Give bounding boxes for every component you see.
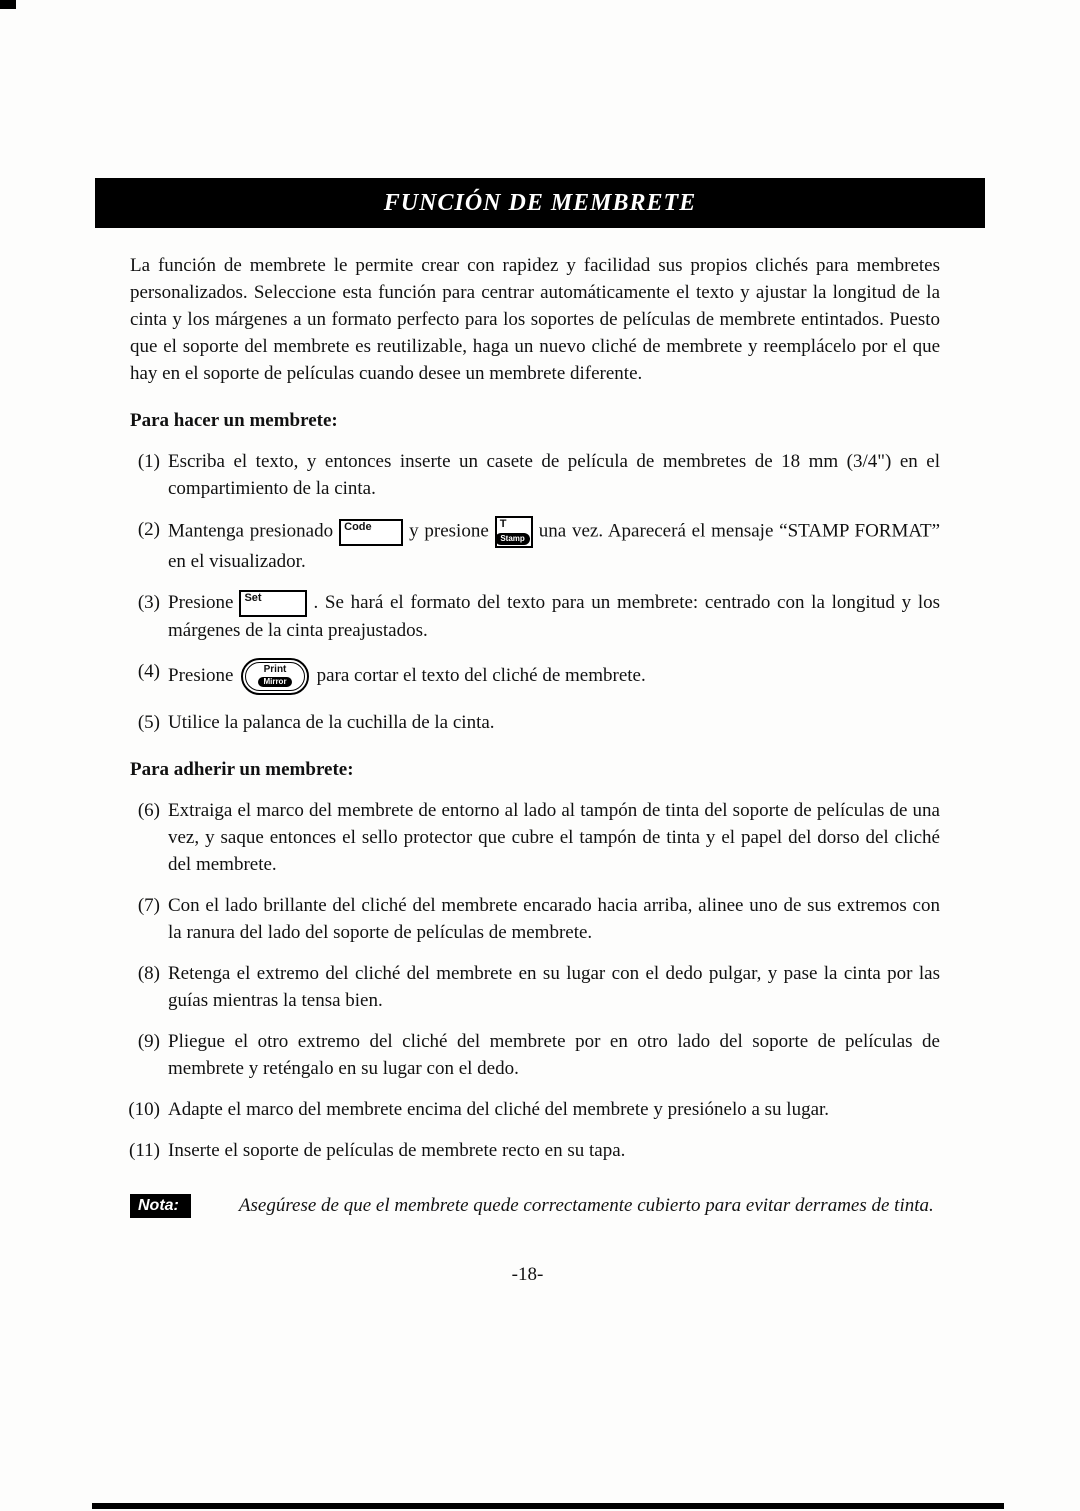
step-number: (4): [137, 661, 160, 683]
step-2: [115, 516, 940, 575]
set-key-icon: [239, 590, 307, 617]
set-key-label: Set: [244, 592, 262, 605]
step-5: [115, 709, 940, 736]
step-text: Pliegue el otro extremo del cliché del membrete por en otro lado del soporte de películas de membrete y reténgalo en su lugar con el dedo.: [168, 1031, 940, 1080]
step-number: (6): [137, 800, 160, 822]
step-text-segment: Presione: [168, 592, 234, 613]
scan-artifact-bottom: [92, 1503, 1004, 1509]
step-number: (7): [137, 895, 160, 917]
step-text: Inserte el soporte de películas de membrete recto en su tapa.: [168, 1140, 626, 1162]
note-text: Asegúrese de que el membrete quede correctamente cubierto para evitar derrames de tinta.: [238, 1195, 934, 1217]
section-header-bar: [95, 178, 985, 228]
step-number: (5): [137, 712, 160, 734]
step-text: [168, 658, 940, 695]
step-number: (11): [129, 1140, 160, 1162]
section-title: FUNCIÓN DE MEMBRETE: [383, 189, 697, 216]
step-text-segment: una vez. Aparecerá el mensaje “STAMP FORMAT” en el visualizador.: [168, 520, 941, 572]
stamp-key-icon: [495, 516, 533, 548]
step-6: [115, 797, 940, 878]
step-9: [115, 1028, 940, 1082]
note-badge: Nota:: [130, 1194, 191, 1218]
step-11: [115, 1137, 940, 1164]
intro-paragraph: La función de membrete le permite crear con rapidez y facilidad sus propios clichés para membretes personalizados. Seleccione esta función para centrar automáticamente el texto y ajustar la longitud de la cinta y los márgenes a un formato perfecto para los soportes de películas de membrete entintados. Puesto que el soporte del membrete es reutilizable, haga un nuevo cliché de membrete y reemplácelo por el que hay en el soporte de películas cuando desee un membrete diferente.: [130, 255, 940, 384]
step-number: (8): [137, 963, 160, 985]
step-text-segment: . Se hará el formato del texto para un membrete: centrado con la longitud y los márgenes de la cinta preajustados.: [168, 592, 940, 642]
step-text: [168, 589, 940, 644]
print-mirror-key-icon: [241, 658, 308, 695]
step-text: Escriba el texto, y entonces inserte un casete de película de membretes de 18 mm (3/4") en el compartimiento de la cinta.: [168, 451, 940, 499]
stamp-key-label: Stamp: [495, 533, 529, 545]
code-key-label: Code: [344, 520, 372, 533]
step-text-segment: para cortar el texto del cliché de membrete.: [316, 665, 646, 686]
step-text-segment: y presione: [409, 520, 489, 542]
step-text-segment: Presione: [168, 665, 234, 686]
note-block: [130, 1192, 940, 1219]
print-mirror-key-inner: [245, 662, 304, 691]
step-text: Utilice la palanca de la cuchilla de la cinta.: [168, 712, 495, 734]
step-number: (9): [137, 1031, 160, 1053]
step-10: [115, 1096, 940, 1123]
page-number: -18-: [511, 1264, 544, 1286]
step-8: [115, 960, 940, 1014]
step-3: [115, 589, 940, 644]
step-text: Con el lado brillante del cliché del membrete encarado hacia arriba, alinee uno de sus extremos con la ranura del lado del soporte de películas de membrete.: [168, 895, 940, 944]
code-key-icon: [339, 519, 403, 546]
print-key-label: Print: [263, 664, 287, 676]
step-number: (2): [137, 519, 160, 540]
step-text-segment: Mantenga presionado: [168, 520, 334, 542]
step-text: Extraiga el marco del membrete de entorno al lado al tampón de tinta del soporte de películas de una vez, y saque entonces el sello protector que cubre el tampón de tinta y el papel del dorso del cliché del membrete.: [168, 800, 940, 876]
scan-artifact-top-left: [0, 0, 16, 9]
step-number: (3): [137, 592, 160, 613]
subheading-make-letterhead: Para hacer un membrete:: [130, 410, 338, 431]
subheading-attach-letterhead: Para adherir un membrete:: [130, 759, 354, 781]
step-7: [115, 892, 940, 946]
step-number: (1): [137, 451, 160, 472]
page-content: [115, 252, 940, 1288]
step-text: Retenga el extremo del cliché del membrete en su lugar con el dedo pulgar, y pase la cinta por las guías mientras la tensa bien.: [168, 963, 940, 1012]
step-number: (10): [128, 1099, 160, 1121]
stamp-key-letter: T: [499, 518, 507, 530]
step-text: [168, 516, 940, 575]
mirror-key-label: Mirror: [258, 677, 291, 687]
step-1: [115, 448, 940, 502]
step-text: Adapte el marco del membrete encima del cliché del membrete y presiónelo a su lugar.: [168, 1099, 830, 1121]
step-4: [115, 658, 940, 695]
